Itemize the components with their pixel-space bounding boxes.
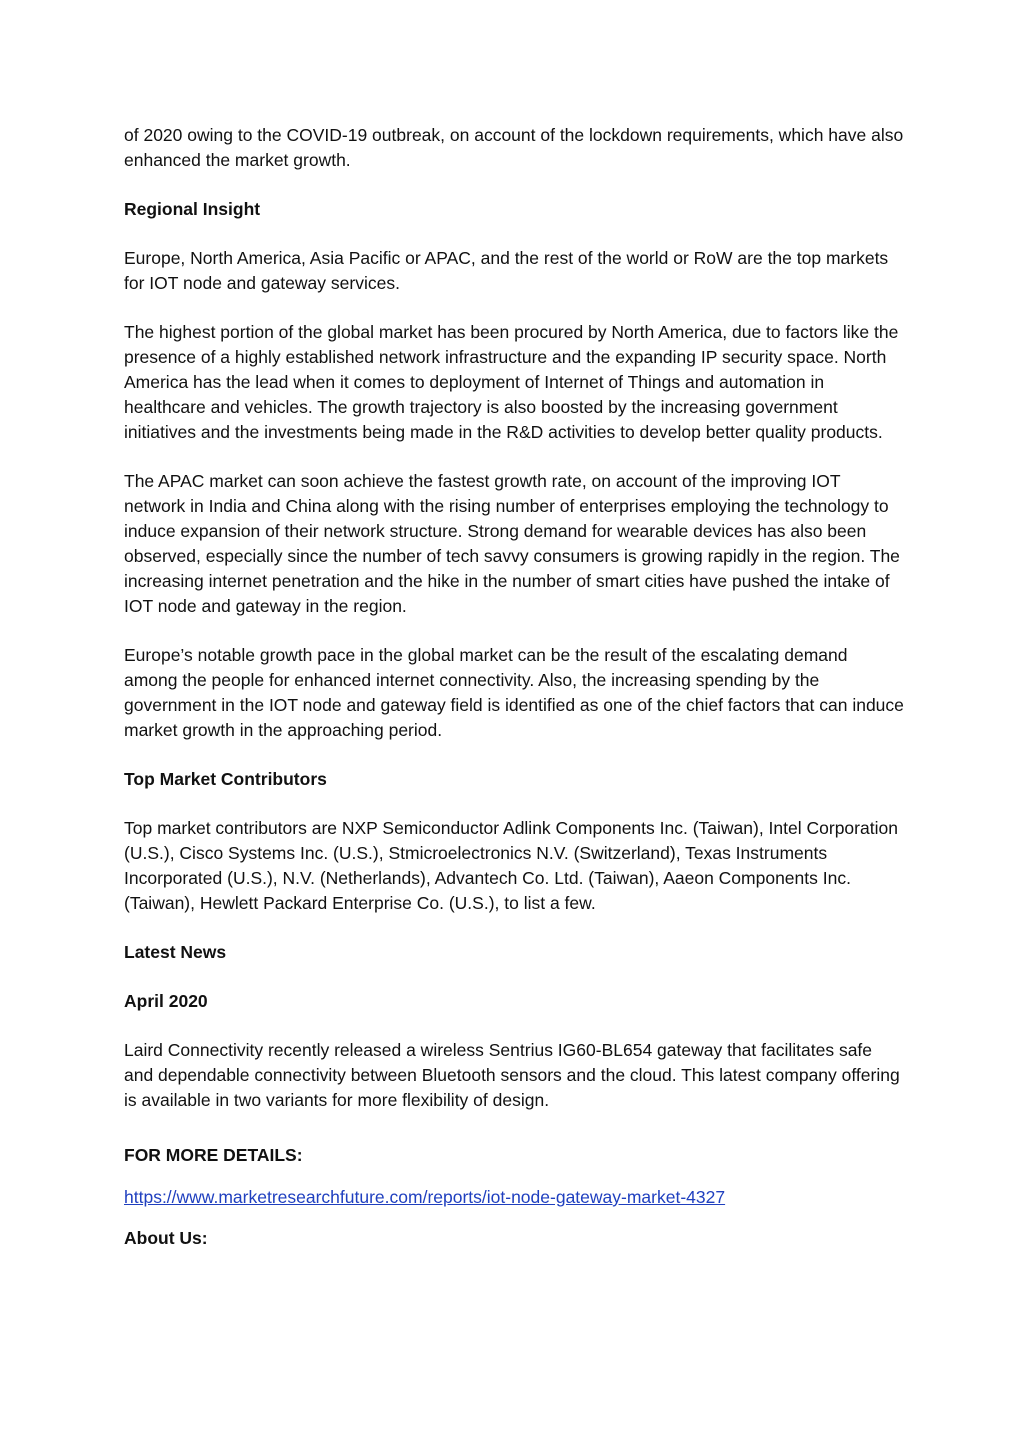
- more-details-heading: FOR MORE DETAILS:: [124, 1145, 303, 1165]
- regional-paragraph-4: Europe’s notable growth pace in the global market can be the result of the escalating demand among the people for enhanced internet connectivity. Also, the increasing spending by the government in the IOT node and gateway field is identified as one of the chief factors that can induce market growth in the approaching period.: [124, 645, 904, 740]
- latest-news-heading: Latest News: [124, 942, 227, 962]
- regional-paragraph-2: The highest portion of the global market has been procured by North America, due to factors like the presence of a highly established network infrastructure and the expanding IP security space. North America has the lead when it comes to deployment of Internet of Things and automation in healthcare and vehicles. The growth trajectory is also boosted by the increasing government initiatives and the investments being made in the R&D activities to develop better quality products.: [124, 322, 899, 442]
- intro-continuation-paragraph: of 2020 owing to the COVID-19 outbreak, on account of the lockdown requirements, which have also enhanced the market growth.: [124, 125, 904, 170]
- regional-paragraph-3: The APAC market can soon achieve the fastest growth rate, on account of the improving IOT network in India and China along with the rising number of enterprises employing the technology to induce expansion of their network structure. Strong demand for wearable devices has also been observed, especially since the number of tech savvy consumers is growing rapidly in the region. The increasing internet penetration and the hike in the number of smart cities have pushed the intake of IOT node and gateway in the region.: [124, 471, 900, 616]
- news-paragraph: Laird Connectivity recently released a wireless Sentrius IG60-BL654 gateway that facilitates safe and dependable connectivity between Bluetooth sensors and the cloud. This latest company offering is available in two variants for more flexibility of design.: [124, 1040, 900, 1110]
- top-market-contributors-heading: Top Market Contributors: [124, 769, 327, 789]
- about-us-heading: About Us:: [124, 1228, 208, 1248]
- regional-insight-heading: Regional Insight: [124, 199, 261, 219]
- contributors-paragraph: Top market contributors are NXP Semiconductor Adlink Components Inc. (Taiwan), Intel Corporation (U.S.), Cisco Systems Inc. (U.S.), Stmicroelectronics N.V. (Switzerland), Texas Instruments Incorporated (U.S.), N.V. (Netherlands), Advantech Co. Ltd. (Taiwan), Aaeon Components Inc. (Taiwan), Hewlett Packard Enterprise Co. (U.S.), to list a few.: [124, 818, 898, 913]
- document-page: [124, 123, 904, 1275]
- regional-paragraph-1: Europe, North America, Asia Pacific or APAC, and the rest of the world or RoW are the top markets for IOT node and gateway services.: [124, 248, 889, 293]
- news-date-heading: April 2020: [124, 991, 208, 1011]
- report-link[interactable]: https://www.marketresearchfuture.com/reports/iot-node-gateway-market-4327: [124, 1187, 726, 1207]
